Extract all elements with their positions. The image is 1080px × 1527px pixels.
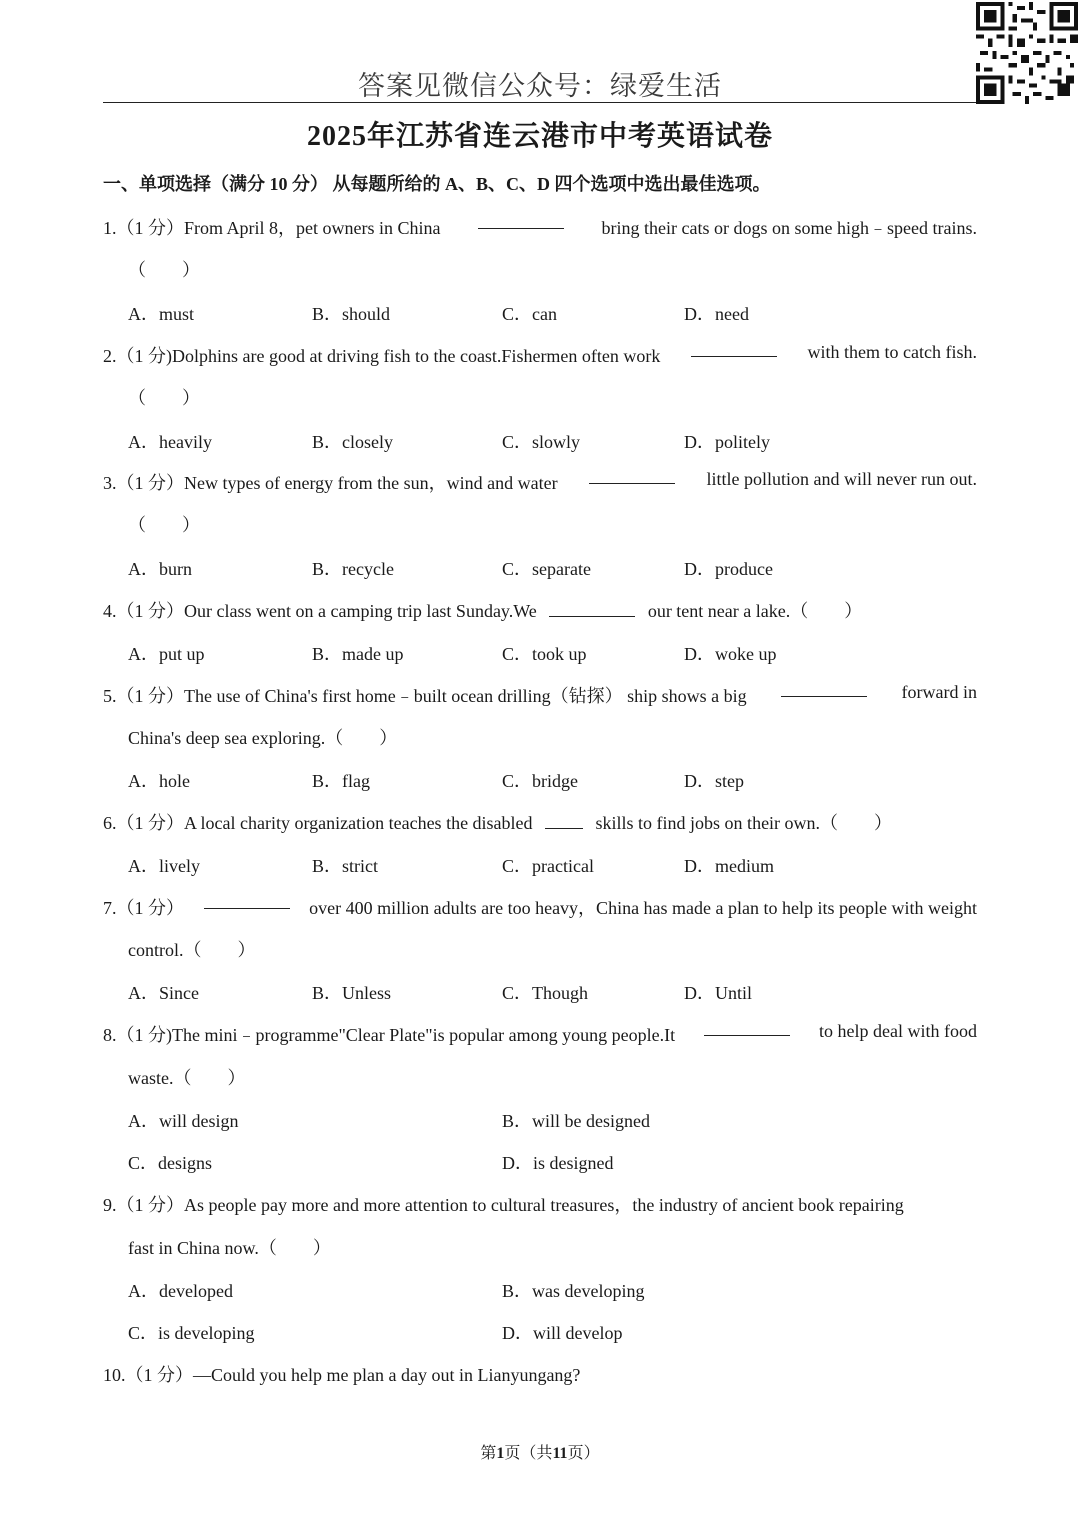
option-a[interactable]: A．heavily: [128, 432, 212, 452]
question-5-text-c: China's deep sea exploring.（ ）: [128, 728, 398, 748]
question-8-text-a: 8.（1 分)The mini﹣programme"Clear Plate"is popular among young people.It: [103, 1025, 676, 1045]
option-d[interactable]: D．produce: [684, 559, 773, 579]
option-d[interactable]: D．is designed: [502, 1153, 614, 1173]
option-a[interactable]: A．lively: [128, 856, 200, 876]
question-6-stem: [103, 809, 977, 835]
option-d[interactable]: D．medium: [684, 856, 774, 876]
footer-suffix: 页）: [567, 1445, 600, 1462]
option-d[interactable]: D．Until: [684, 983, 753, 1003]
answer-blank: [781, 682, 867, 697]
question-8-text-b: to help deal with food: [819, 1021, 977, 1041]
question-3-text-a: 3.（1 分）New types of energy from the sun，wind and water: [103, 473, 558, 493]
question-2-stem: [103, 342, 977, 368]
exam-title: 2025年江苏省连云港市中考英语试卷: [306, 121, 773, 152]
option-a[interactable]: A．must: [128, 304, 195, 324]
option-c[interactable]: C．took up: [502, 644, 587, 664]
answer-blank: [549, 602, 635, 617]
question-8-text-c: waste.（ ）: [128, 1068, 246, 1088]
answer-blank: [204, 894, 290, 909]
question-5-text-b: forward in: [901, 682, 977, 702]
question-3-text-b: little pollution and will never run out.: [706, 469, 977, 489]
question-8-stem: [103, 1021, 977, 1047]
question-1-paren: （ ）: [128, 260, 200, 280]
option-a[interactable]: A．Since: [128, 983, 199, 1003]
option-b[interactable]: B．Unless: [312, 983, 392, 1003]
question-9-stem: 9.（1 分）As people pay more and more attention to cultural treasures，the industry of ancient book repairing: [103, 1195, 904, 1215]
header-divider: [103, 102, 976, 103]
option-d[interactable]: D．politely: [684, 432, 770, 452]
page-total: 11: [552, 1445, 568, 1462]
option-d[interactable]: D．step: [684, 771, 744, 791]
question-7-text-b: over 400 million adults are too heavy，China has made a plan to help its people with weight: [309, 898, 977, 918]
option-d[interactable]: D．need: [684, 304, 749, 324]
option-a[interactable]: A．put up: [128, 644, 205, 664]
question-1-stem: [103, 214, 977, 240]
page-number: 1: [496, 1445, 505, 1462]
question-4-stem: [103, 597, 977, 623]
question-7-stem: [103, 894, 977, 920]
question-4-text-b: our tent near a lake.（ ）: [647, 601, 863, 621]
answer-blank: [478, 214, 564, 229]
option-b[interactable]: B．was developing: [502, 1281, 645, 1301]
option-a[interactable]: A．burn: [128, 559, 192, 579]
option-c[interactable]: C．practical: [502, 856, 594, 876]
question-5-text-a: 5.（1 分）The use of China's first home﹣built ocean drilling（钻探） ship shows a big: [103, 686, 747, 706]
page-footer: [0, 1440, 1080, 1463]
option-c[interactable]: C．bridge: [502, 771, 578, 791]
footer-prefix: 第: [480, 1445, 497, 1462]
option-c[interactable]: C．separate: [502, 559, 591, 579]
question-5-stem: [103, 682, 977, 708]
option-c[interactable]: C．is developing: [128, 1323, 255, 1343]
section-heading: 一、单项选择（满分 10 分） 从每题所给的 A、B、C、D 四个选项中选出最佳选项。: [103, 174, 771, 194]
question-3-paren: （ ）: [128, 515, 200, 535]
option-c[interactable]: C．designs: [128, 1153, 213, 1173]
option-b[interactable]: B．closely: [312, 432, 393, 452]
question-6-text-a: 6.（1 分）A local charity organization teaches the disabled: [103, 813, 533, 833]
answer-blank: [545, 814, 583, 829]
footer-middle: 页（共: [504, 1445, 553, 1462]
question-1-text-b: bring their cats or dogs on some high﹣speed trains.: [601, 218, 977, 238]
question-4-text-a: 4.（1 分）Our class went on a camping trip last Sunday.We: [103, 601, 537, 621]
question-10-stem: 10.（1 分）—Could you help me plan a day out in Lianyungang?: [103, 1365, 581, 1385]
question-2-text-a: 2.（1 分)Dolphins are good at driving fish to the coast.Fishermen often work: [103, 346, 661, 366]
question-2-paren: （ ）: [128, 388, 200, 408]
answer-blank: [704, 1021, 790, 1036]
question-2-text-b: with them to catch fish.: [807, 342, 977, 362]
answer-blank: [589, 469, 675, 484]
option-b[interactable]: B．flag: [312, 771, 370, 791]
question-3-stem: [103, 469, 977, 495]
option-d[interactable]: D．woke up: [684, 644, 777, 664]
option-b[interactable]: B．made up: [312, 644, 404, 664]
option-d[interactable]: D．will develop: [502, 1323, 623, 1343]
option-a[interactable]: A．hole: [128, 771, 190, 791]
option-c[interactable]: C．Though: [502, 983, 589, 1003]
option-a[interactable]: A．developed: [128, 1281, 233, 1301]
option-b[interactable]: B．recycle: [312, 559, 394, 579]
answer-blank: [691, 342, 777, 357]
option-c[interactable]: C．slowly: [502, 432, 581, 452]
question-9-text-c: fast in China now.（ ）: [128, 1238, 331, 1258]
question-7-text-a: 7.（1 分）: [103, 898, 184, 918]
question-7-text-c: control.（ ）: [128, 940, 256, 960]
option-c[interactable]: C．can: [502, 304, 557, 324]
option-b[interactable]: B．will be designed: [502, 1111, 650, 1131]
question-6-text-b: skills to find jobs on their own.（ ）: [595, 813, 893, 833]
option-b[interactable]: B．should: [312, 304, 391, 324]
header-note: 答案见微信公众号：绿爱生活: [358, 71, 722, 101]
option-a[interactable]: A．will design: [128, 1111, 239, 1131]
question-1-text-a: 1.（1 分）From April 8，pet owners in China: [103, 218, 441, 238]
option-b[interactable]: B．strict: [312, 856, 378, 876]
